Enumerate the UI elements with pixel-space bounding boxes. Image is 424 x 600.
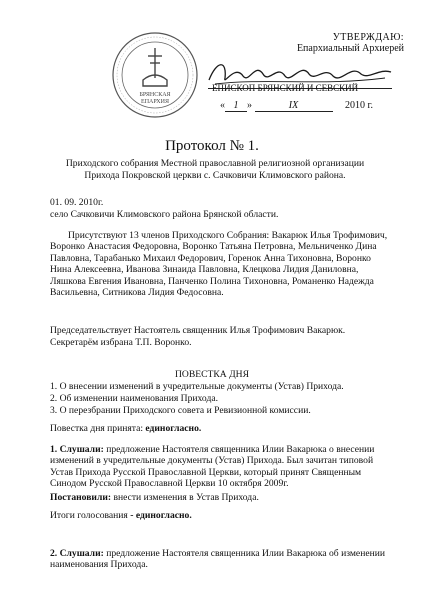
agenda-accepted xyxy=(50,423,201,435)
bishop-title: ЕПИСКОП БРЯНСКИЙ И СЕВСКИЙ xyxy=(212,83,359,93)
item2-heard-label: 2. Слушали: xyxy=(50,548,104,559)
agenda-item-1: 1. О внесении изменений в учредительные документы (Устав) Прихода. xyxy=(50,381,344,392)
secretary-line: Секретарём избрана Т.П. Воронко. xyxy=(50,337,192,348)
item1-heard-text: предложение Настоятеля священника Илии Вакарюка о внесении изменений в учредительные документы (Устав) Прихода. Был зачитан типовой Устав Прихода Русской Православной Церкви, который принят Священным Синодом Русской Православной Церкви 10 октября 2009г. xyxy=(50,444,375,490)
agenda-item-2: 2. Об изменении наименования Прихода. xyxy=(50,393,218,404)
agenda-title: ПОВЕСТКА ДНЯ xyxy=(175,369,249,380)
approval-date: « 1 » IX 2010 г. xyxy=(220,100,373,111)
item1-heard-label: 1. Слушали: xyxy=(50,444,104,455)
item1-heard xyxy=(50,444,390,490)
item1-resolved-text: внести изменения в Устав Прихода. xyxy=(111,492,259,503)
protocol-subtitle-line2: Прихода Покровской церкви с. Сачковичи Климовского района. xyxy=(84,170,346,181)
approval-title: УТВЕРЖДАЮ: xyxy=(332,32,404,43)
seal-text-2: ЕПАРХИЯ xyxy=(141,99,169,105)
item2-heard xyxy=(50,548,390,571)
approval-month: IX xyxy=(255,100,333,112)
agenda-accepted-value: единогласно. xyxy=(145,423,202,434)
protocol-title: Протокол № 1. xyxy=(165,138,259,154)
item1-vote-value: - единогласно. xyxy=(127,510,192,521)
protocol-subtitle xyxy=(30,158,400,182)
approval-role: Епархиальный Архиерей xyxy=(296,43,404,54)
agenda-item-3: 3. О перезбрании Приходского совета и Ревизионной комиссии. xyxy=(50,405,311,416)
item1-vote xyxy=(50,510,192,522)
chair-line: Председательствует Настоятель священник Илья Трофимович Вакарюк. xyxy=(50,325,346,336)
seal-text-1: БРЯНСКАЯ xyxy=(139,92,171,98)
item1-resolved-label: Постановили: xyxy=(50,492,112,503)
item1-resolved xyxy=(50,492,259,504)
church-seal-stamp xyxy=(110,30,200,120)
meeting-place: село Сачковичи Климовского района Брянской области. xyxy=(50,209,279,220)
item2-heard-text: предложение Настоятеля священника Илии Вакарюка об изменении наименования Прихода. xyxy=(50,548,385,571)
approval-day: 1 xyxy=(225,100,247,112)
approval-block xyxy=(297,32,404,54)
protocol-subtitle-line1: Приходского собрания Местной православной религиозной организации xyxy=(65,158,365,169)
agenda-accepted-label: Повестка дня принята: xyxy=(50,423,143,434)
approval-year: 2010 г. xyxy=(345,100,373,111)
item1-vote-label: Итоги голосования xyxy=(50,510,128,521)
meeting-date: 01. 09. 2010г. xyxy=(50,197,104,208)
attendees-paragraph: Присутствуют 13 членов Приходского Собрания: Вакарюк Илья Трофимович, Воронко Анастасия Федоровна, Воронко Татьяна Петровна, Мельниченко Дина Павловна, Тарабанько Михаил Федорович, Горенок Анна Тихоновна, Воронко Нина Алексеевна, Иванова Зинаида Павловна, Клецкова Лидия Даниловна, Ляшкова Евгения Ивановна, Панченко Полина Тихоновна, Романенко Надежда Васильевна, Ситникова Лидия Федосовна. xyxy=(50,230,388,299)
